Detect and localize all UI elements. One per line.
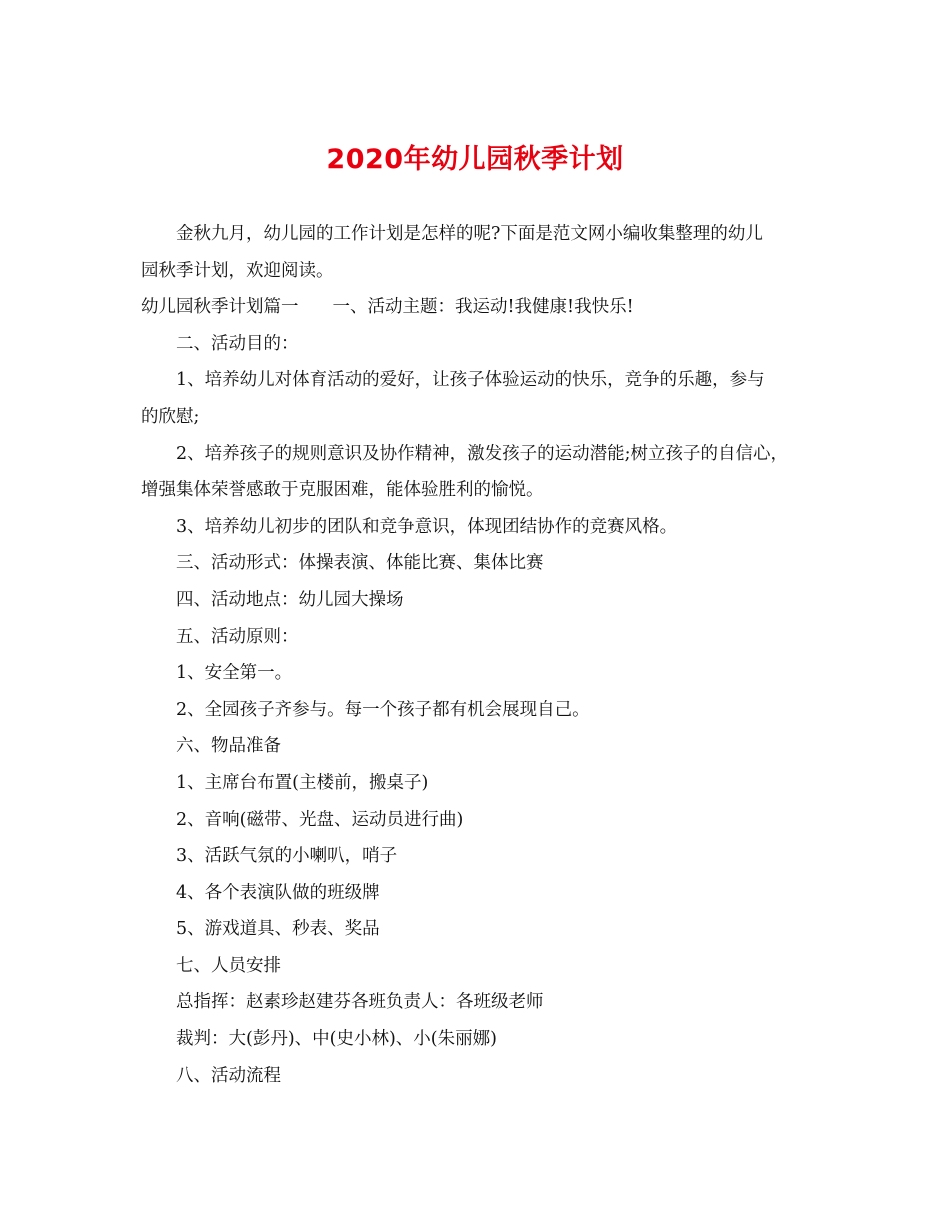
- paragraph-line: 总指挥：赵素珍赵建芬各班负责人：各班级老师: [176, 992, 544, 1013]
- paragraph-line: 增强集体荣誉感敢于克服困难，能体验胜利的愉悦。: [141, 480, 544, 501]
- paragraph-line: 裁判：大(彭丹)、中(史小林)、小(朱丽娜): [176, 1029, 497, 1050]
- paragraph-line: 5、游戏道具、秒表、奖品: [176, 919, 380, 940]
- paragraph-line: 的欣慰;: [141, 406, 200, 427]
- paragraph-line: 3、培养幼儿初步的团队和竞争意识，体现团结协作的竞赛风格。: [176, 516, 678, 537]
- paragraph-line: 金秋九月，幼儿园的工作计划是怎样的呢?下面是范文网小编收集整理的幼儿: [176, 224, 763, 244]
- paragraph-line: 三、活动形式：体操表演、体能比赛、集体比赛: [176, 553, 544, 574]
- paragraph-line: 2、培养孩子的规则意识及协作精神，激发孩子的运动潜能;树立孩子的自信心，: [176, 443, 789, 464]
- paragraph-line: 1、主席台布置(主楼前，搬桌子): [176, 772, 429, 793]
- paragraph-line: 四、活动地点：幼儿园大操场: [176, 589, 404, 610]
- paragraph-line: 二、活动目的：: [176, 333, 299, 354]
- document-title: 2020年幼儿园秋季计划: [326, 144, 624, 175]
- paragraph-line: 五、活动原则：: [176, 626, 299, 647]
- document-body: [141, 216, 811, 1094]
- section-heading: 幼儿园秋季计划篇一: [141, 297, 299, 318]
- paragraph-line: 2、全园孩子齐参与。每一个孩子都有机会展现自己。: [176, 699, 590, 720]
- paragraph-line: 八、活动流程: [176, 1065, 281, 1086]
- section-item: 一、活动主题：我运动!我健康!我快乐!: [332, 297, 634, 318]
- paragraph-line: 七、人员安排: [176, 955, 281, 976]
- paragraph-line: 2、音响(磁带、光盘、运动员进行曲): [176, 809, 464, 830]
- paragraph-line: 园秋季计划，欢迎阅读。: [141, 260, 334, 281]
- paragraph-line: 1、安全第一。: [176, 663, 293, 684]
- paragraph-line: 六、物品准备: [176, 736, 281, 757]
- paragraph-line: [141, 289, 811, 326]
- paragraph-line: 3、活跃气氛的小喇叭，哨子: [176, 846, 398, 867]
- paragraph-line: 1、培养幼儿对体育活动的爱好，让孩子体验运动的快乐，竞争的乐趣，参与: [176, 370, 765, 391]
- paragraph-line: 4、各个表演队做的班级牌: [176, 882, 380, 903]
